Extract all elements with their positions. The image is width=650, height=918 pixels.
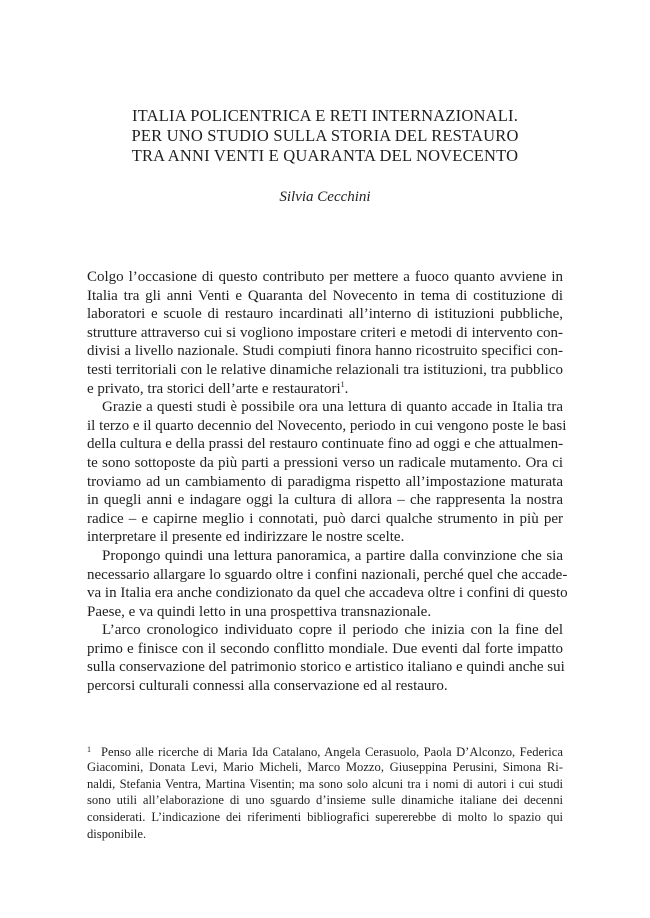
text-line: Grazie a questi studi è possibile ora una lettura di quanto accade in Italia tra xyxy=(102,399,563,416)
text-line: L’arco cronologico individuato copre il periodo che inizia con la fine del xyxy=(102,622,563,639)
text-line: percorsi culturali connessi alla conservazione ed al restauro. xyxy=(87,678,448,695)
text-line: Paese, e va quindi letto in una prospettiva transnazionale. xyxy=(87,603,432,620)
footnote-line: disponibile. xyxy=(87,826,147,841)
title-line-2: PER UNO STUDIO SULLA STORIA DEL RESTAURO xyxy=(131,126,519,145)
text-line: testi territoriali con le relative dinamiche relazionali tra istituzioni, tra pubblico xyxy=(87,361,563,378)
footnote-line: Giacomini, Donata Levi, Mario Micheli, Marco Mozzo, Giuseppina Perusini, Simona Ri- xyxy=(87,759,563,774)
text-line: Italia tra gli anni Venti e Quaranta del Novecento in tema di costituzione di xyxy=(87,287,563,304)
text-line: in quegli anni e indagare oggi la cultura di allora – che rappresenta la nostra xyxy=(87,492,563,509)
title-line-3: TRA ANNI VENTI E QUARANTA DEL NOVECENTO xyxy=(131,146,519,165)
text-line: Propongo quindi una lettura panoramica, a partire dalla convinzione che sia xyxy=(102,547,563,564)
paragraph-3 xyxy=(87,547,568,621)
text-line: va in Italia era anche condizionato da quel che accadeva oltre i confini di questo xyxy=(87,585,568,602)
text-line: divisi a livello nazionale. Studi compiuti finora hanno ricostruito specifici con- xyxy=(87,343,563,360)
text-line: interpretare il presente ed indirizzare le nostre scelte. xyxy=(87,529,405,546)
text-line: te sono sottoposte da più parti a pressioni verso un radicale mutamento. Ora ci xyxy=(87,454,563,471)
text-line: primo e finisce con il secondo conflitto mondiale. Due eventi dal forte impatto xyxy=(87,640,563,657)
text-line-trail: . xyxy=(344,380,349,397)
paragraph-1 xyxy=(87,268,563,398)
footnote-line: naldi, Stefania Ventra, Martina Visentin; ma sono solo alcuni tra i nomi di autori i cui studi xyxy=(87,776,563,791)
text-line: necessario allargare lo sguardo oltre i confini nazionali, perché quel che accade- xyxy=(87,566,568,583)
text-line: il terzo e il quarto decennio del Novecento, periodo in cui vengono poste le basi xyxy=(87,417,567,434)
footnote-text: Penso alle ricerche di Maria Ida Catalano, Angela Cerasuolo, Paola D’Alconzo, Federica xyxy=(101,745,563,759)
text-line-content: e privato, tra storici dell’arte e restauratori xyxy=(87,380,341,397)
text-line: Colgo l’occasione di questo contributo per mettere a fuoco quanto avviene in xyxy=(87,269,563,285)
text-line: sulla conservazione del patrimonio storico e artistico italiano e quindi anche sui xyxy=(87,659,565,676)
author-name: Silvia Cecchini xyxy=(279,189,371,205)
text-line: strutture attraverso cui si vogliono impostare criteri e metodi di intervento con- xyxy=(87,324,563,341)
text-line xyxy=(87,380,563,399)
text-line: laboratori e scuole di restauro incardinati all’interno di istituzioni pubbliche, xyxy=(87,306,563,323)
footnote-line xyxy=(87,742,563,759)
article-title xyxy=(0,106,650,166)
text-line: della cultura e della prassi del restauro continuate fino ad oggi e che attualmen- xyxy=(87,436,564,453)
footnote-reference[interactable]: 1 xyxy=(340,379,345,389)
paragraph-4 xyxy=(87,621,563,695)
footnote-line: sono utili all’elaborazione di uno sguardo d’insieme sulle dinamiche italiane dei decenni xyxy=(87,793,563,808)
paragraph-2 xyxy=(87,398,567,547)
footnote-line: considerati. L’indicazione dei riferimenti bibliografici supererebbe di molto lo spazio qui xyxy=(87,810,563,825)
text-line: radice – e capirne meglio i connotati, può darci qualche strumento in più per xyxy=(87,510,563,527)
title-line-1: ITALIA POLICENTRICA E RETI INTERNAZIONALI. xyxy=(131,106,519,125)
article-body xyxy=(87,268,568,696)
footnote-number: 1 xyxy=(87,745,91,754)
footnote-1 xyxy=(87,742,563,843)
text-line: troviamo ad un cambiamento di paradigma rispetto all’impostazione maturata xyxy=(87,473,563,490)
